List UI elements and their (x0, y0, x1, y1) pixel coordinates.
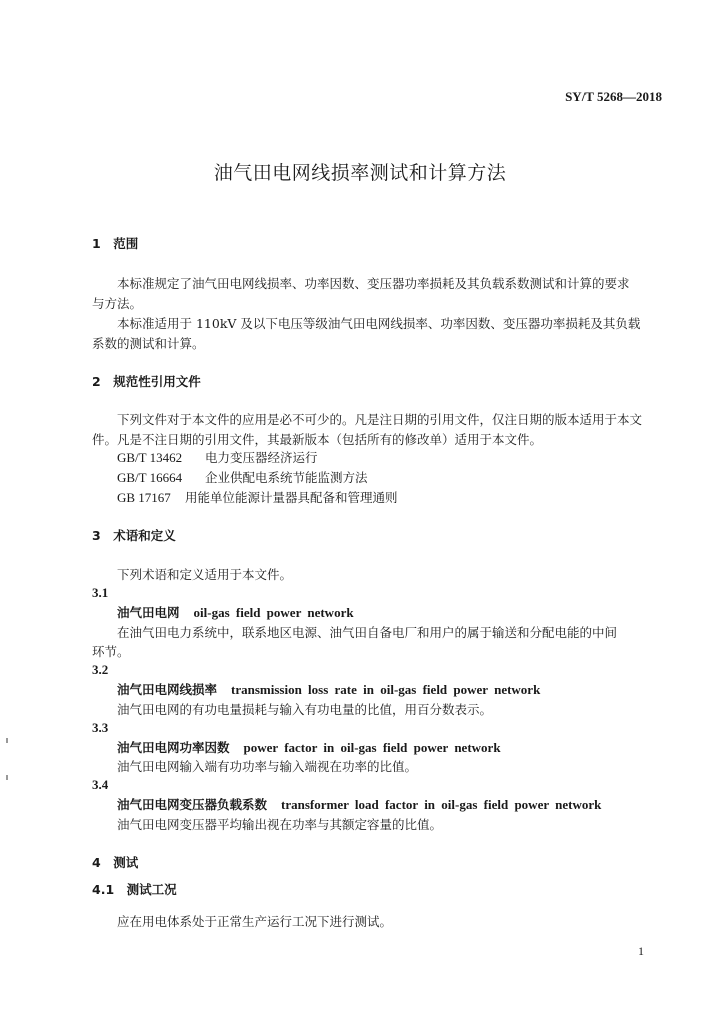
term-en: transmission loss rate in oil-gas field power network (231, 682, 541, 697)
term-zh: 油气田电网线损率 (117, 682, 218, 697)
normative-reference (117, 470, 368, 486)
term-definition: 油气田电网输入端有功功率与输入端视在功率的比值。 (117, 759, 418, 774)
term-number: 3.2 (92, 662, 109, 677)
section-4-heading: 4 测试 (92, 855, 139, 870)
reference-title: 电力变压器经济运行 (205, 450, 318, 465)
term-entry (117, 682, 540, 698)
term-entry (117, 605, 354, 621)
term-definition: 环节。 (92, 644, 130, 659)
term-definition: 油气田电网变压器平均输出视在功率与其额定容量的比值。 (117, 817, 443, 832)
section-2-line: 件。凡是不注日期的引用文件，其最新版本（包括所有的修改单）适用于本文件。 (92, 432, 543, 447)
section-2-line: 下列文件对于本文件的应用是必不可少的。凡是注日期的引用文件，仅注日期的版本适用于本文 (117, 412, 643, 427)
scan-mark (6, 775, 8, 780)
section-4-1-heading: 4.1 测试工况 (92, 882, 177, 897)
reference-code: GB/T 16664 (117, 470, 183, 485)
reference-code: GB/T 13462 (117, 450, 183, 465)
term-en: transformer load factor in oil-gas field power network (281, 797, 602, 812)
section-3-heading: 3 术语和定义 (92, 528, 176, 543)
term-zh: 油气田电网变压器负载系数 (117, 797, 268, 812)
section-3-intro: 下列术语和定义适用于本文件。 (117, 567, 293, 582)
reference-title: 企业供配电系统节能监测方法 (205, 470, 368, 485)
term-entry (117, 740, 501, 756)
term-number: 3.3 (92, 720, 109, 735)
page-number: 1 (638, 944, 644, 958)
section-1-line: 与方法。 (92, 296, 143, 311)
section-1-line: 系数的测试和计算。 (92, 336, 205, 351)
scan-mark (6, 738, 8, 743)
term-zh: 油气田电网 (117, 605, 180, 620)
section-1-line: 本标准适用于 110kV 及以下电压等级油气田电网线损率、功率因数、变压器功率损耗及其负载 (117, 316, 641, 331)
standard-number: SY/T 5268—2018 (565, 89, 662, 104)
section-1-line: 本标准规定了油气田电网线损率、功率因数、变压器功率损耗及其负载系数测试和计算的要求 (117, 276, 630, 291)
normative-reference (117, 490, 398, 506)
reference-code: GB 17167 (117, 490, 171, 505)
section-2-heading: 2 规范性引用文件 (92, 374, 201, 389)
section-4-line: 应在用电体系处于正常生产运行工况下进行测试。 (117, 914, 393, 929)
reference-title: 用能单位能源计量器具配备和管理通则 (185, 490, 398, 505)
term-number: 3.1 (92, 585, 109, 600)
normative-reference (117, 450, 318, 466)
term-en: power factor in oil-gas field power network (243, 740, 501, 755)
term-definition: 油气田电网的有功电量损耗与输入有功电量的比值，用百分数表示。 (117, 702, 493, 717)
term-zh: 油气田电网功率因数 (117, 740, 230, 755)
section-1-heading: 1 范围 (92, 236, 139, 251)
term-entry (117, 797, 601, 813)
term-en: oil-gas field power network (193, 605, 354, 620)
term-number: 3.4 (92, 777, 109, 792)
document-title: 油气田电网线损率测试和计算方法 (213, 162, 507, 184)
term-definition: 在油气田电力系统中，联系地区电源、油气田自备电厂和用户的属于输送和分配电能的中间 (117, 625, 618, 640)
